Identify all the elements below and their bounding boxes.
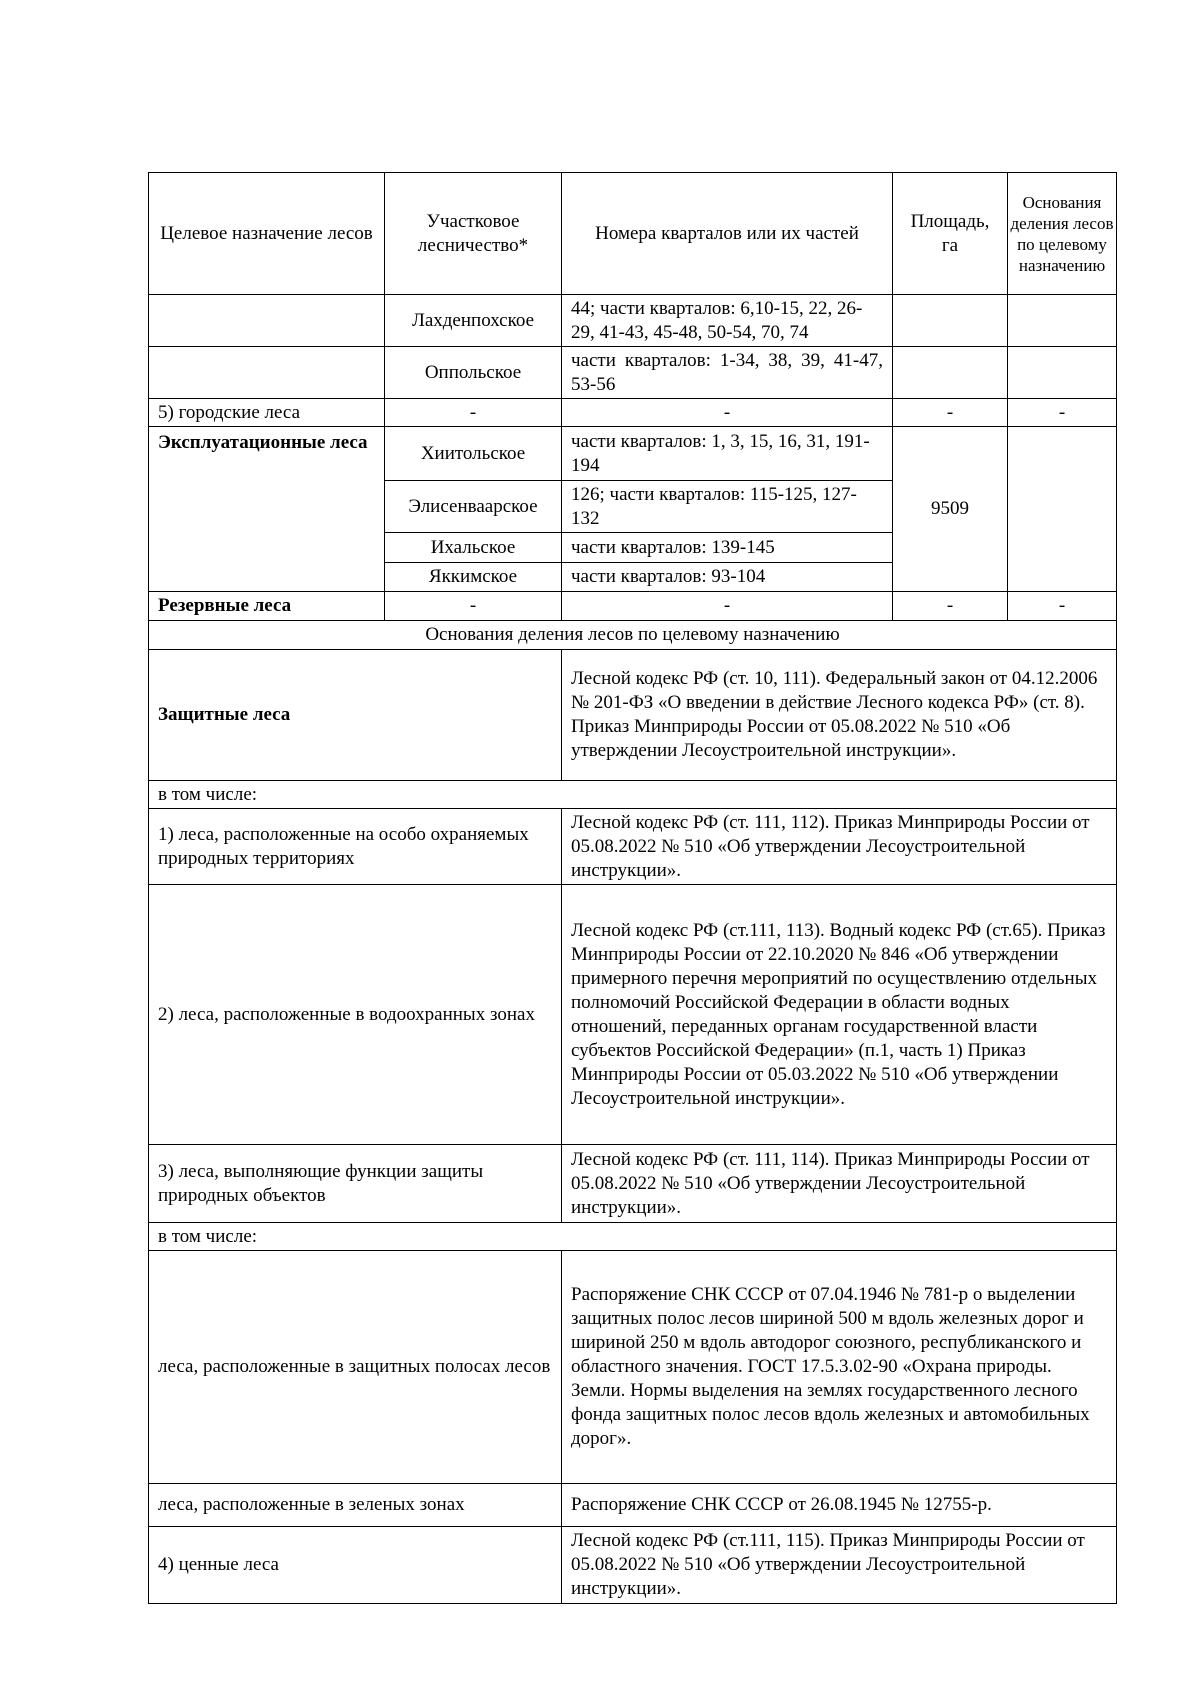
forestry-cell: Яккимское [385, 563, 562, 592]
area-cell [893, 347, 1008, 399]
table-row [149, 295, 1117, 347]
basis-label: 2) леса, расположенные в водоохранных зонах [149, 885, 562, 1145]
basis-text: Лесной кодекс РФ (ст. 111, 112). Приказ Минприроды России от 05.08.2022 № 510 «Об утверждении Лесоустроительной инструкции». [562, 809, 1117, 885]
basis-label: 1) леса, расположенные на особо охраняемых природных территориях [149, 809, 562, 885]
basis-label: 4) ценные леса [149, 1527, 562, 1604]
table-row [149, 1145, 1117, 1223]
forestry-cell: Хиитольское [385, 427, 562, 481]
header-basis: Основания деления лесов по целевому назначению [1008, 173, 1117, 295]
table-row [149, 781, 1117, 809]
forestry-cell: - [385, 592, 562, 621]
purpose-cell-empty [149, 295, 385, 347]
area-cell: - [893, 399, 1008, 427]
table-header-row [149, 173, 1117, 295]
area-cell [893, 295, 1008, 347]
table-row [149, 592, 1117, 621]
basis-text: Распоряжение СНК СССР от 26.08.1945 № 12755-р. [562, 1484, 1117, 1527]
section-title-row [149, 621, 1117, 650]
purpose-cell: 5) городские леса [149, 399, 385, 427]
basis-label: леса, расположенные в зеленых зонах [149, 1484, 562, 1527]
basis-label: 3) леса, выполняющие функции защиты природных объектов [149, 1145, 562, 1223]
area-cell-exploitation: 9509 [893, 427, 1008, 592]
basis-cell: - [1008, 592, 1117, 621]
quarters-cell: части кварталов: 1-34, 38, 39, 41-47, 53-56 [562, 347, 893, 399]
table-row [149, 885, 1117, 1145]
area-cell: - [893, 592, 1008, 621]
purpose-cell-empty [149, 347, 385, 399]
basis-cell [1008, 347, 1117, 399]
header-area: Площадь, га [893, 173, 1008, 295]
header-quarters: Номера кварталов или их частей [562, 173, 893, 295]
forestry-cell: Ихальское [385, 533, 562, 563]
basis-text: Лесной кодекс РФ (ст.111, 115). Приказ Минприроды России от 05.08.2022 № 510 «Об утверждении Лесоустроительной инструкции». [562, 1527, 1117, 1604]
section-title: Основания деления лесов по целевому назначению [149, 621, 1117, 650]
basis-text: Лесной кодекс РФ (ст. 10, 111). Федеральный закон от 04.12.2006 № 201-ФЗ «О введении в действие Лесного кодекса РФ» (ст. 8). Приказ Минприроды России от 05.08.2022 № 510 «Об утверждении Лесоустроительной инструкции». [562, 650, 1117, 781]
forestry-cell: Оппольское [385, 347, 562, 399]
purpose-cell-exploitation: Эксплуатационные леса [149, 427, 385, 592]
table-row [149, 399, 1117, 427]
forest-purpose-table [148, 172, 1117, 1604]
table-row [149, 347, 1117, 399]
basis-cell: - [1008, 399, 1117, 427]
basis-text: Распоряжение СНК СССР от 07.04.1946 № 781-р о выделении защитных полос лесов шириной 500 м вдоль железных дорог и шириной 250 м вдоль автодорог союзного, республиканского и областного значения. ГОСТ 17.5.3.02-90 «Охрана природы. Земли. Нормы выделения на землях государственного лесного фонда защитных полос лесов вдоль железных и автомобильных дорог». [562, 1251, 1117, 1484]
quarters-cell: 44; части кварталов: 6,10-15, 22, 26-29, 41-43, 45-48, 50-54, 70, 74 [562, 295, 893, 347]
table-row [149, 427, 1117, 481]
table-row [149, 1484, 1117, 1527]
basis-cell-exploitation [1008, 427, 1117, 592]
forestry-cell: Лахденпохское [385, 295, 562, 347]
table-row [149, 1527, 1117, 1604]
quarters-cell: 126; части кварталов: 115-125, 127-132 [562, 481, 893, 533]
table-row [149, 1251, 1117, 1484]
including-label: в том числе: [149, 781, 1117, 809]
basis-label: леса, расположенные в защитных полосах лесов [149, 1251, 562, 1484]
table-row [149, 809, 1117, 885]
basis-cell [1008, 295, 1117, 347]
quarters-cell: - [562, 592, 893, 621]
quarters-cell: части кварталов: 93-104 [562, 563, 893, 592]
including-label: в том числе: [149, 1223, 1117, 1251]
purpose-cell: Резервные леса [149, 592, 385, 621]
header-purpose: Целевое назначение лесов [149, 173, 385, 295]
basis-label: Защитные леса [149, 650, 562, 781]
table-row [149, 1223, 1117, 1251]
quarters-cell: части кварталов: 139-145 [562, 533, 893, 563]
basis-text: Лесной кодекс РФ (ст. 111, 114). Приказ Минприроды России от 05.08.2022 № 510 «Об утверждении Лесоустроительной инструкции». [562, 1145, 1117, 1223]
quarters-cell: - [562, 399, 893, 427]
forestry-cell: - [385, 399, 562, 427]
basis-text: Лесной кодекс РФ (ст.111, 113). Водный кодекс РФ (ст.65). Приказ Минприроды России от 22.10.2020 № 846 «Об утверждении примерного перечня мероприятий по осуществлению отдельных полномочий Российской Федерации в области водных отношений, переданных органам государственной власти субъектов Российской Федерации» (п.1, часть 1) Приказ Минприроды России от 05.03.2022 № 510 «Об утверждении Лесоустроительной инструкции». [562, 885, 1117, 1145]
forestry-cell: Элисенваарское [385, 481, 562, 533]
quarters-cell: части кварталов: 1, 3, 15, 16, 31, 191-194 [562, 427, 893, 481]
table-row [149, 650, 1117, 781]
header-forestry: Участковое лесничество* [385, 173, 562, 295]
